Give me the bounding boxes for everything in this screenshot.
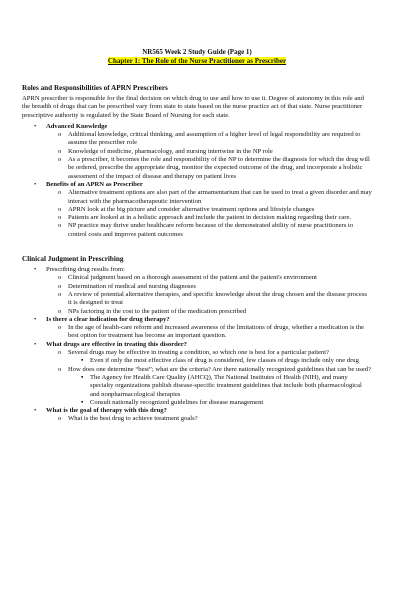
bullet-goal-of-therapy: • What is the goal of therapy with this drug? (34, 407, 167, 415)
list-item: o NP practice may thrive under healthcare reform because of the demonstrated ability of nurse practitioners to control costs and improve patient outcomes (58, 222, 354, 238)
list-subitem: ▪ Even if only the most effective class of drug is considered, few classes of drugs include only one drug (81, 357, 359, 365)
list-item: o Determination of medical and nursing diagnoses (58, 282, 196, 290)
document-header (22, 48, 372, 66)
intro-paragraph: APRN prescriber is responsible for the final decision on which drug to use and how to use it. Degree of autonomy in this role and the breadth of drugs that can be prescribed vary from state to state based on the nurse practice act of that state. Nurse practitioner prescriptive authority is regulated by the State Board of Nursing for each state. (22, 95, 364, 119)
clinical-judgment-list (22, 266, 372, 424)
bullet-effective-drugs: • What drugs are effective in treating this disorder? (34, 340, 187, 348)
list-item: o Alternative treatment options are also part of the armamentarium that can be used to treat a given disorder and may interact with the pharmacotherapeutic intervention (58, 189, 372, 205)
list-item: o Clinical judgment based on a thorough assessment of the patient and the patient's environment (58, 274, 317, 282)
list-item: o Patients are looked at in a holistic approach and include the patient in decision making regarding their care. (58, 214, 352, 222)
document-title: NR565 Week 2 Study Guide (Page 1) (142, 48, 252, 56)
list-item: o Several drugs may be effective in treating a condition, so which one is best for a particular patient? (58, 349, 329, 357)
list-item: o A review of potential alternative therapies, and specific knowledge about the drug chosen and the disease process it is designed to treat (58, 290, 367, 307)
list-item: o Additional knowledge, critical thinking, and assumption of a higher level of legal responsibility are required to assume the prescriber role (58, 131, 361, 147)
list-item: o How does one determine “best”; what are the criteria? Are there nationally recognized guidelines that can be used? (58, 365, 371, 373)
section-title-roles: Roles and Responsibilities of APRN Prescribers (22, 84, 168, 92)
list-subitem: ▪ The Agency for Health Care Quality (AHCQ), The National Institutes of Health (NIH), and many specialty organizations publish disease-specific treatment guidelines that include both pharmacological and nonpharmacological therapies (81, 373, 362, 398)
list-item: o APRN look at the big picture and consider alternative treatment options and lifestyle changes (58, 205, 315, 213)
list-subitem: ▪ Consult nationally recognized guidelines for disease management (81, 398, 264, 406)
list-item: o NPs factoring in the cost to the patient of the medication prescribed (58, 307, 247, 315)
list-item: o What is the best drug to achieve treatment goals? (58, 415, 198, 423)
list-item: o As a prescriber, it becomes the role and responsibility of the NP to determine the diagnosis for which the drug will be ordered, prescribe the appropriate drug, monitor the expected outcome of the drug, and incorporate a holistic assessment of the impact of disease and therapy on patient lives (58, 156, 370, 180)
bullet-advanced-knowledge: • Advanced Knowledge (34, 122, 108, 130)
list-item: o Knowledge of medicine, pharmacology, and nursing intertwine in the NP role (58, 147, 273, 155)
roles-list (22, 123, 372, 239)
bullet-clear-indication: • Is there a clear indication for drug therapy? (34, 315, 170, 323)
chapter-heading: Chapter 1: The Role of the Nurse Practitioner as Prescriber (107, 57, 287, 65)
bullet-prescribing-results: • Prescribing drug results from: (34, 266, 125, 274)
bullet-benefits: • Benefits of an APRN as Prescriber (34, 180, 143, 188)
section-title-clinical-judgment: Clinical Judgment in Prescribing (22, 255, 124, 264)
list-item: o In the age of health-care reform and increased awareness of the limitations of drugs, whether a medication is the best option for treatment has become an important question. (58, 324, 365, 340)
